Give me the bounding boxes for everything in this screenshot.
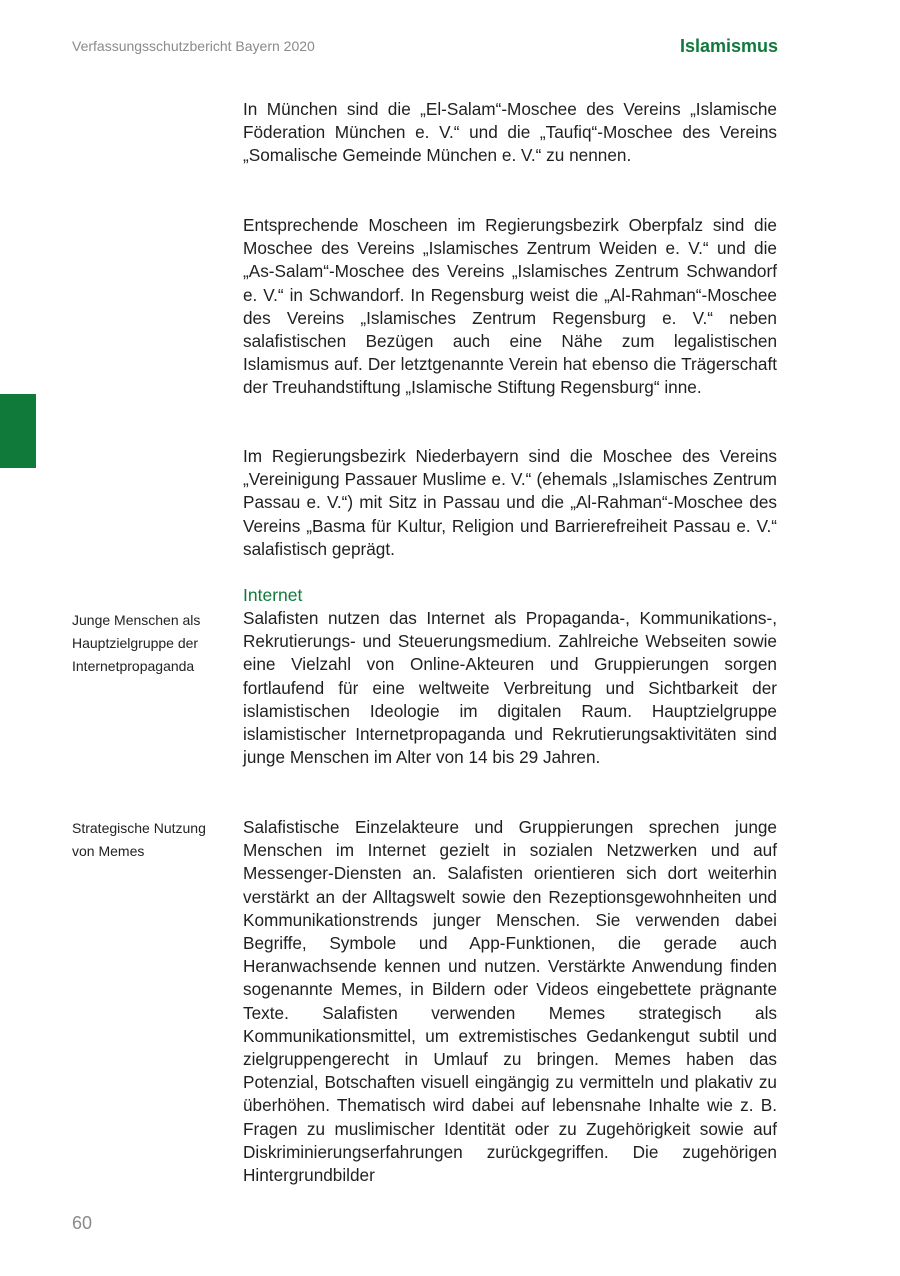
paragraph-niederbayern-mosques: Im Regierungsbezirk Niederbayern sind die Moschee des Vereins „Vereinigung Passauer Muslime e. V.“ (ehemals „Islamisches Zentrum Passau e. V.“) mit Sitz in Passau und die „Al-Rahman“-Moschee des Vereins „Basma für Kultur, Religion und Barrierefreiheit Passau e. V.“ salafistisch geprägt. xyxy=(243,446,777,559)
side-note-memes: Strategische Nutzung von Memes xyxy=(72,820,206,859)
running-head-chapter: Islamismus xyxy=(679,36,778,56)
running-head-report-title: Verfassungsschutzbericht Bayern 2020 xyxy=(72,38,315,54)
paragraph-munich-mosques: In München sind die „El-Salam“-Moschee des Vereins „Islamische Föderation München e. V.“ und die „Taufiq“-Moschee des Vereins „Somalische Gemeinde München e. V.“ zu nennen. xyxy=(243,99,777,166)
chapter-tab-marker xyxy=(0,394,36,468)
paragraph-memes-strategy: Salafistische Einzelakteure und Gruppierungen sprechen junge Menschen im Internet gezielt in sozialen Netzwerken und auf Messenger-Diensten an. Salafisten orientieren sich dort weiterhin verstärkt an der Alltagswelt sowie den Rezeptionsgewohnheiten und Kommunikationstrends junger Menschen. Sie verwenden dabei Begriffe, Symbole und App-Funktionen, die gerade auch Heranwachsende kennen und nutzen. Verstärkte Anwendung finden sogenannte Memes, in Bildern oder Videos eingebettete prägnante Texte. Salafisten verwenden Memes strategisch als Kommunikationsmittel, um extremistisches Gedankengut subtil und zielgruppengerecht in Umlauf zu bringen. Memes haben das Potenzial, Botschaften visuell eingängig zu vermitteln und plakativ zu überhöhen. Thematisch wird dabei auf lebensnahe Inhalte wie z. B. Fragen zu muslimischer Identität oder zu Zugehörigkeit sowie auf Diskriminierungserfahrungen zurückgegriffen. Die zugehörigen Hintergrundbilder xyxy=(243,817,777,1186)
section-heading-internet: Internet xyxy=(243,585,303,605)
paragraph-internet-propaganda: Salafisten nutzen das Internet als Propaganda-, Kommunikations-, Rekrutierungs- und Steuerungsmedium. Zahlreiche Webseiten sowie eine Vielzahl von Online-Akteuren und Gruppierungen sorgen fortlaufend für eine weltweite Verbreitung und Sichtbarkeit der islamistischen Ideologie im digitalen Raum. Hauptzielgruppe islamistischer Internetpropaganda und Rekrutierungsaktivitäten sind junge Menschen im Alter von 14 bis 29 Jahren. xyxy=(243,608,777,768)
side-note-target-group: Junge Menschen als Hauptzielgruppe der Internetpropaganda xyxy=(72,612,201,674)
paragraph-oberpfalz-mosques: Entsprechende Moscheen im Regierungsbezirk Oberpfalz sind die Moschee des Vereins „Islamisches Zentrum Weiden e. V.“ und die „As-Salam“-Moschee des Vereins „Islamisches Zentrum Schwandorf e. V.“ in Schwandorf. In Regensburg weist die „Al-Rahman“-Moschee des Vereins „Islamisches Zentrum Regensburg e. V.“ neben salafistischen Bezügen auch eine Nähe zum legalistischen Islamismus auf. Der letztgenannte Verein hat ebenso die Trägerschaft der Treuhandstiftung „Islamische Stiftung Regensburg“ inne. xyxy=(243,215,777,398)
page-number: 60 xyxy=(72,1213,93,1233)
